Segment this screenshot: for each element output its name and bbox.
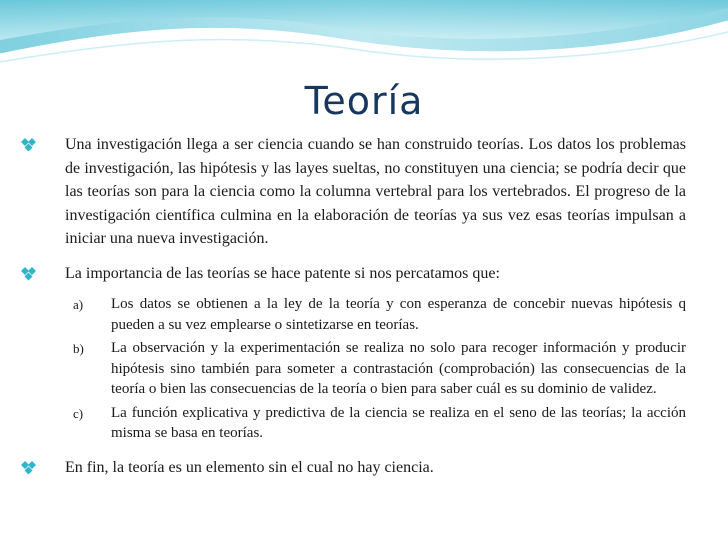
bullet-text: La importancia de las teorías se hace patente si nos percatamos que: xyxy=(65,264,500,282)
bullet-item xyxy=(20,456,686,480)
slide-content xyxy=(20,133,686,479)
diamond-bullet-icon xyxy=(20,460,38,476)
sub-item xyxy=(20,338,686,400)
slide-title: Teoría xyxy=(304,79,424,123)
sub-list xyxy=(20,294,686,444)
sub-item-label: b) xyxy=(73,341,84,356)
sub-item-text: Los datos se obtienen a la ley de la teoría y con esperanza de concebir nuevas hipótesis q pueden a su vez emplearse o sintetizarse en teorías. xyxy=(111,296,686,333)
sub-item xyxy=(20,294,686,335)
diamond-bullet-icon xyxy=(20,266,38,282)
sub-item-text: La función explicativa y predictiva de la ciencia se realiza en el seno de las teorías; la acción misma se basa en teorías. xyxy=(111,404,686,441)
diamond-bullet-icon xyxy=(20,137,38,153)
bullet-item xyxy=(20,133,686,251)
bullet-item xyxy=(20,262,686,286)
sub-item-text: La observación y la experimentación se realiza no solo para recoger información y producir hipótesis sino también para someter a contrastación (comprobación) las consecuencias de la teoría o bien las consecuencias de la teoría o bien para saber cuál es su dominio de validez. xyxy=(111,340,686,397)
sub-item-label: c) xyxy=(73,405,84,421)
sub-item-label: a) xyxy=(73,297,84,312)
bullet-text: En fin, la teoría es un elemento sin el cual no hay ciencia. xyxy=(65,458,434,476)
bullet-text: Una investigación llega a ser ciencia cuando se han construido teorías. Los datos los problemas de investigación, las hipótesis y las layes sueltas, no constituyen una ciencia; se podría decir que las teorías son para la ciencia como la columna vertebral para los vertebrados. El progreso de la investigación científica culmina en la elaboración de teorías ya sus vez esas teorías impulsan a iniciar una nueva investigación. xyxy=(65,136,686,247)
sub-item xyxy=(20,403,686,444)
